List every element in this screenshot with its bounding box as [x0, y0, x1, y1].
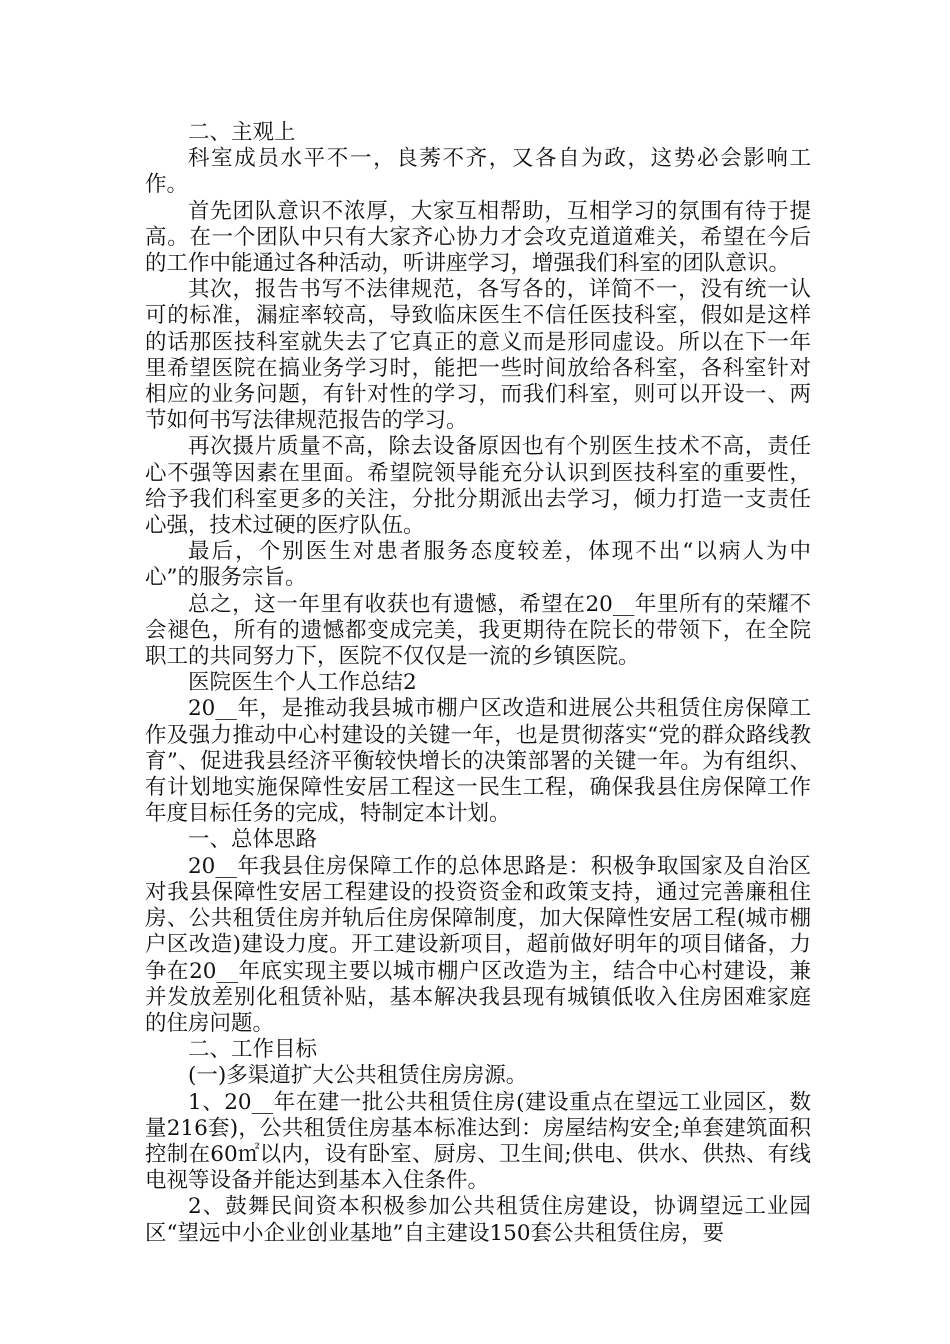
- body-paragraph: 最后，个别医生对患者服务态度较差，体现不出“以病人为中心”的服务宗旨。: [145, 539, 811, 591]
- body-paragraph: 科室成员水平不一，良莠不齐，又各自为政，这势必会影响工作。: [145, 146, 811, 198]
- body-paragraph: 20__年我县住房保障工作的总体思路是：积极争取国家及自治区对我县保障性安居工程建设的投资资金和政策支持，通过完善廉租住房、公共租赁住房并轨后住房保障制度，加大保障性安居工程(城市棚户区改造)建设力度。开工建设新项目，超前做好明年的项目储备，力争在20__年底实现主要以城市棚户区改造为主，结合中心村建设，兼并发放差别化租赁补贴，基本解决我县现有城镇低收入住房困难家庭的住房问题。: [145, 853, 811, 1036]
- body-paragraph: 20__年，是推动我县城市棚户区改造和进展公共租赁住房保障工作及强力推动中心村建设的关键一年，也是贯彻落实“党的群众路线教育”、促进我县经济平衡较快增长的决策部署的关键一年。为有组织、有计划地实施保障性安居工程这一民生工程，确保我县住房保障工作年度目标任务的完成，特制定本计划。: [145, 696, 811, 827]
- body-paragraph: 首先团队意识不浓厚，大家互相帮助，互相学习的氛围有待于提高。在一个团队中只有大家齐心协力才会攻克道道难关，希望在今后的工作中能通过各种活动，听讲座学习，增强我们科室的团队意识。: [145, 198, 811, 277]
- body-paragraph: 1、20__年在建一批公共租赁住房(建设重点在望远工业园区，数量216套)，公共租赁住房基本标准达到：房屋结构安全;单套建筑面积控制在60㎡以内，设有卧室、厨房、卫生间;供电、供水、供热、有线电视等设备并能达到基本入住条件。: [145, 1089, 811, 1194]
- section-heading-subjective: 二、主观上: [188, 120, 296, 145]
- section-heading-overall-approach: 一、总体思路: [188, 827, 318, 853]
- document-body: [145, 120, 811, 1247]
- subsection-heading: (一)多渠道扩大公共租赁住房房源。: [188, 1063, 528, 1089]
- body-paragraph: 再次摄片质量不高，除去设备原因也有个别医生技术不高，责任心不强等因素在里面。希望院领导能充分认识到医技科室的重要性，给予我们科室更多的关注，分批分期派出去学习，倾力打造一支责任心强，技术过硬的医疗队伍。: [145, 434, 811, 539]
- section-heading-work-goals: 二、工作目标: [188, 1037, 318, 1063]
- body-paragraph: 2、鼓舞民间资本积极参加公共租赁住房建设，协调望远工业园区“望远中小企业创业基地”自主建设150套公共租赁住房，要: [145, 1194, 811, 1246]
- body-paragraph: 其次，报告书写不法律规范，各写各的，详简不一，没有统一认可的标准，漏症率较高，导致临床医生不信任医技科室，假如是这样的话那医技科室就失去了它真正的意义而是形同虚设。所以在下一年里希望医院在搞业务学习时，能把一些时间放给各科室，各科室针对相应的业务问题，有针对性的学习，而我们科室，则可以开设一、两节如何书写法律规范报告的学习。: [145, 277, 811, 434]
- body-paragraph: 总之，这一年里有收获也有遗憾，希望在20__年里所有的荣耀不会褪色，所有的遗憾都变成完美，我更期待在院长的带领下，在全院职工的共同努力下，医院不仅仅是一流的乡镇医院。: [145, 591, 811, 670]
- article-title: 医院医生个人工作总结2: [188, 670, 417, 696]
